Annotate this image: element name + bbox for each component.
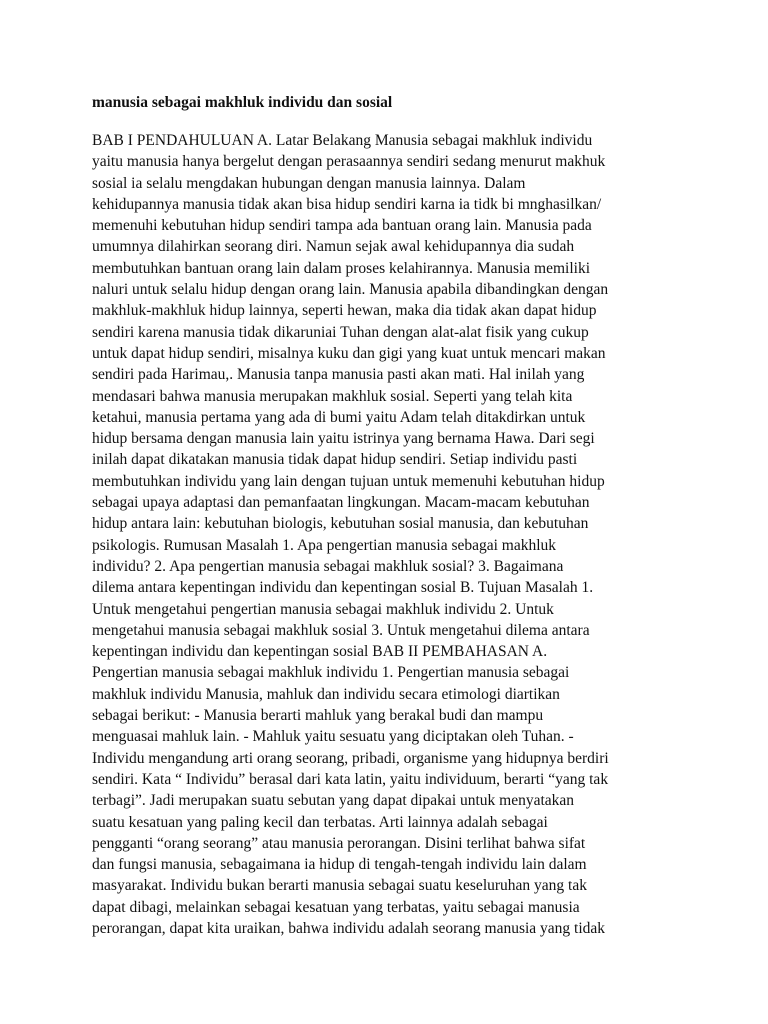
body-line: dan fungsi manusia, sebagaimana ia hidup di tengah-tengah individu lain dalam [92, 856, 587, 874]
body-line: hidup bersama dengan manusia lain yaitu istrinya yang bernama Hawa. Dari segi [92, 430, 595, 448]
body-line: sendiri karena manusia tidak dikaruniai Tuhan dengan alat-alat fisik yang cukup [92, 323, 589, 341]
body-line: individu? 2. Apa pengertian manusia sebagai makhluk sosial? 3. Bagaimana [92, 557, 564, 575]
body-line: sosial ia selalu mengdakan hubungan dengan manusia lainnya. Dalam [92, 174, 526, 192]
body-line: dapat dibagi, melainkan sebagai kesatuan yang terbatas, yaitu sebagai manusia [92, 898, 580, 916]
document-title: manusia sebagai makhluk individu dan sosial [92, 94, 393, 111]
body-line: yaitu manusia hanya bergelut dengan perasaannya sendiri sedang menurut makhuk [92, 153, 606, 171]
body-line: sendiri pada Harimau,. Manusia tanpa manusia pasti akan mati. Hal inilah yang [92, 366, 585, 384]
body-line: Pengertian manusia sebagai makhluk individu 1. Pengertian manusia sebagai [92, 664, 570, 682]
body-line: umumnya dilahirkan seorang diri. Namun sejak awal kehidupannya dia sudah [92, 238, 575, 256]
body-line: memenuhi kebutuhan hidup sendiri tampa ada bantuan orang lain. Manusia pada [92, 217, 592, 235]
document-body [92, 130, 692, 939]
body-line: suatu kesatuan yang paling kecil dan terbatas. Arti lainnya adalah sebagai [92, 813, 548, 831]
body-line: perorangan, dapat kita uraikan, bahwa individu adalah seorang manusia yang tidak [92, 919, 606, 937]
body-line: untuk dapat hidup sendiri, misalnya kuku dan gigi yang kuat untuk mencari makan [92, 344, 606, 362]
body-line: Individu mengandung arti orang seorang, pribadi, organisme yang hidupnya berdiri [92, 749, 609, 767]
body-line: naluri untuk selalu hidup dengan orang lain. Manusia apabila dibandingkan dengan [92, 281, 609, 299]
body-line: makhluk-makhluk hidup lainnya, seperti hewan, maka dia tidak akan dapat hidup [92, 302, 597, 320]
body-line: mendasari bahwa manusia merupakan makhluk sosial. Seperti yang telah kita [92, 387, 573, 405]
body-line: membutuhkan bantuan orang lain dalam proses kelahirannya. Manusia memiliki [92, 259, 591, 277]
body-line: membutuhkan individu yang lain dengan tujuan untuk memenuhi kebutuhan hidup [92, 472, 605, 490]
body-line: masyarakat. Individu bukan berarti manusia sebagai suatu keseluruhan yang tak [92, 877, 587, 895]
body-line: BAB I PENDAHULUAN A. Latar Belakang Manusia sebagai makhluk individu [92, 132, 593, 149]
body-line: ketahui, manusia pertama yang ada di bumi yaitu Adam telah ditakdirkan untuk [92, 408, 586, 426]
body-line: sendiri. Kata “ Individu” berasal dari kata latin, yaitu individuum, berarti “yang tak [92, 770, 609, 788]
body-line: kepentingan individu dan kepentingan sosial BAB II PEMBAHASAN A. [92, 643, 548, 661]
body-line: sebagai berikut: - Manusia berarti mahluk yang berakal budi dan mampu [92, 707, 544, 725]
body-line: mengetahui manusia sebagai makhluk sosial 3. Untuk mengetahui dilema antara [92, 621, 590, 639]
body-line: pengganti “orang seorang” atau manusia perorangan. Disini terlihat bahwa sifat [92, 834, 586, 852]
body-line: dilema antara kepentingan individu dan kepentingan sosial B. Tujuan Masalah 1. [92, 579, 594, 597]
body-line: kehidupannya manusia tidak akan bisa hidup sendiri karna ia tidk bi mnghasilkan/ [92, 195, 602, 213]
body-line: menguasai mahluk lain. - Mahluk yaitu sesuatu yang diciptakan oleh Tuhan. - [92, 728, 574, 746]
body-line: psikologis. Rumusan Masalah 1. Apa pengertian manusia sebagai makhluk [92, 536, 557, 554]
body-line: makhluk individu Manusia, mahluk dan individu secara etimologi diartikan [92, 685, 560, 703]
body-line: sebagai upaya adaptasi dan pemanfaatan lingkungan. Macam-macam kebutuhan [92, 494, 590, 512]
body-line: hidup antara lain: kebutuhan biologis, kebutuhan sosial manusia, dan kebutuhan [92, 515, 589, 533]
body-line: Untuk mengetahui pengertian manusia sebagai makhluk individu 2. Untuk [92, 600, 554, 618]
body-line: inilah dapat dikatakan manusia tidak dapat hidup sendiri. Setiap individu pasti [92, 451, 578, 469]
body-line: terbagi”. Jadi merupakan suatu sebutan yang dapat dipakai untuk menyatakan [92, 792, 575, 810]
